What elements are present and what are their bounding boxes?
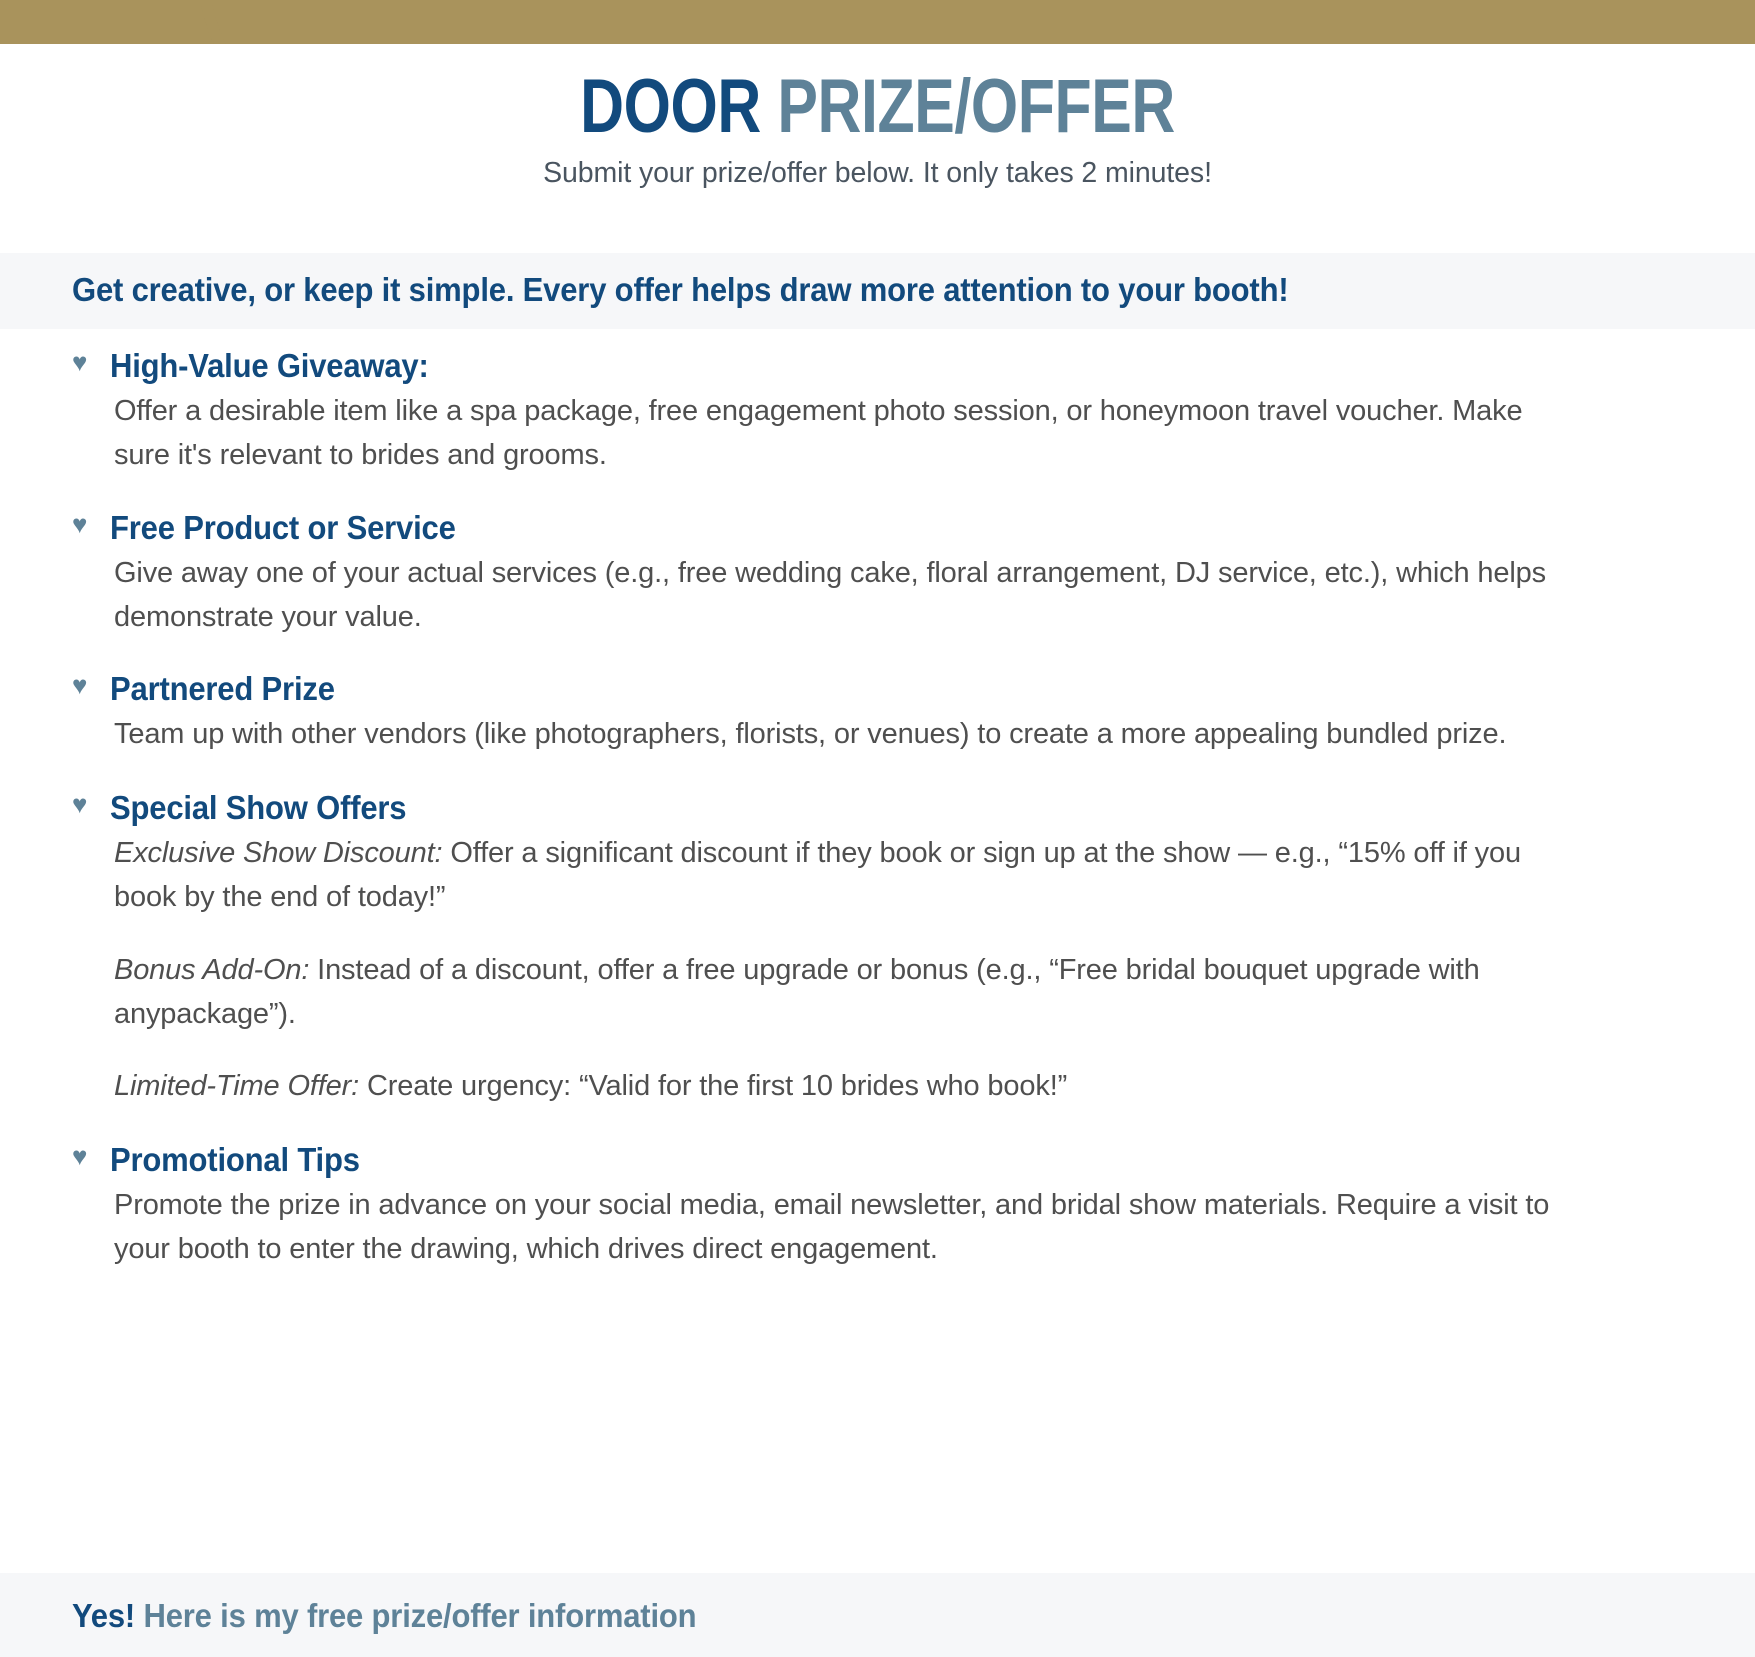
footer-label: Here is my free prize/offer information — [143, 1597, 697, 1634]
paragraph-lead: Limited-Time Offer: — [114, 1070, 360, 1103]
page-header — [0, 44, 1755, 253]
section-paragraph — [114, 1183, 1572, 1272]
paragraph-text: Instead of a discount, offer a free upgrade or bonus (e.g., “Free bridal bouquet upgrade with anypackage”). — [114, 953, 1480, 1030]
footer-band-text — [72, 1597, 696, 1635]
section-heading-label: Partnered Prize — [110, 670, 335, 708]
section-heading — [72, 349, 1755, 382]
heart-bullet-icon: ♥ — [72, 670, 88, 701]
page-title-part-1: DOOR — [580, 64, 761, 149]
section-heading — [72, 508, 1755, 546]
heart-bullet-icon: ♥ — [72, 1140, 88, 1171]
paragraph-text: Promote the prize in advance on your social media, email newsletter, and bridal show materials. Require a visit to your booth to enter the drawing, which drives direct engagement. — [114, 1188, 1550, 1265]
paragraph-text: Offer a significant discount if they book or sign up at the show — e.g., “15% off if you book by the end of today!” — [114, 836, 1521, 914]
heart-bullet-icon: ♥ — [72, 347, 88, 377]
paragraph-lead: Exclusive Show Discount: — [114, 836, 443, 869]
section-heading — [72, 788, 1755, 826]
intro-band-text: Get creative, or keep it simple. Every offer helps draw more attention to your booth! — [72, 271, 1289, 308]
section-paragraph — [114, 1064, 1572, 1108]
list-item — [0, 788, 1755, 1109]
paragraph-text: Create urgency: “Valid for the first 10 brides who book!” — [359, 1070, 1068, 1103]
list-item — [0, 1140, 1755, 1272]
list-item — [0, 349, 1755, 478]
section-heading — [72, 670, 1755, 708]
paragraph-text: Team up with other vendors (like photographers, florists, or venues) to create a more appealing bundled prize. — [114, 718, 1507, 751]
page-title — [176, 64, 1580, 149]
offer-ideas-list — [0, 329, 1755, 1573]
section-paragraph — [114, 712, 1572, 756]
section-heading — [72, 1140, 1755, 1178]
section-paragraph — [114, 551, 1572, 640]
section-heading-label: Free Product or Service — [110, 508, 456, 546]
paragraph-text: Offer a desirable item like a spa package, free engagement photo session, or honeymoon travel voucher. Make sure it's relevant to brides and grooms. — [114, 395, 1523, 472]
section-heading-label: Promotional Tips — [110, 1140, 360, 1178]
paragraph-lead: Bonus Add-On: — [114, 953, 310, 986]
intro-band — [0, 253, 1755, 329]
section-paragraph — [114, 948, 1572, 1037]
page-title-part-2: PRIZE/OFFER — [777, 64, 1175, 149]
list-item — [0, 508, 1755, 640]
section-heading-label: Special Show Offers — [110, 788, 407, 826]
section-heading-label: High-Value Giveaway: — [110, 347, 429, 384]
top-gold-bar — [0, 0, 1755, 44]
footer-band — [0, 1573, 1755, 1657]
page-subtitle: Submit your prize/offer below. It only takes 2 minutes! — [543, 156, 1212, 189]
heart-bullet-icon: ♥ — [72, 508, 88, 539]
section-paragraph — [114, 389, 1572, 478]
list-item — [0, 672, 1755, 756]
section-paragraph — [114, 831, 1572, 920]
footer-emphasis: Yes! — [72, 1597, 136, 1634]
heart-bullet-icon: ♥ — [72, 788, 88, 819]
paragraph-text: Give away one of your actual services (e.g., free wedding cake, floral arrangement, DJ service, etc.), which helps demonstrate your value. — [114, 556, 1546, 634]
